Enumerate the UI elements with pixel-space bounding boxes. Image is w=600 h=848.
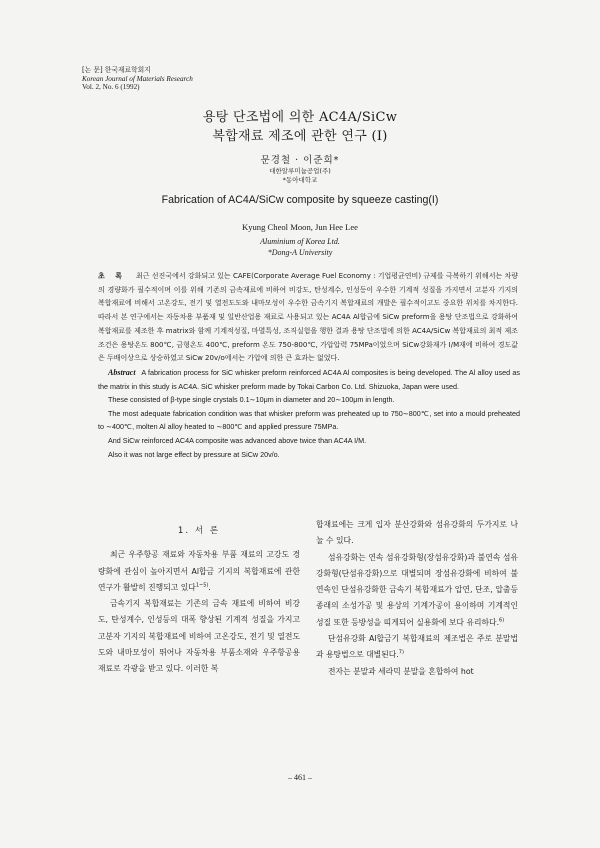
body-paragraph: 금속기지 복합재료는 기존의 금속 재료에 비하여 비강도, 탄성계수, 인성등의 대폭 향상된 기계적 성질을 가지고 고분자 기지의 복합재료에 비하여 고온강도, 전기 및 열전도도와 내마모성이 뛰어나 자동차용 부품소재와 우주항공용 재료로 각광을 받고 있다. 이러한 복 (98, 599, 300, 674)
page-number: – 461 – (288, 773, 312, 782)
journal-name-korean: [논 문] 한국재료학회지 (82, 66, 151, 74)
abstract-kr-text: 최근 선진국에서 강화되고 있는 CAFE(Corporate Average Fuel Economy : 기업평균연비) 규제를 극복하기 위해서는 차량의 경량화가 필수적이며 이를 위해 기존의 금속재료에 비하여 비강도, 탄성계수, 인성등이 우수한 기계적 성질을 가지면서 고분자 기지의 복합재료에 비해서 고온강도, 전기 및 열전도도와 내마모성이 우수한 금속기지 복합재료의 개발은 필수적이고도 중요한 위치를 차지한다. 따라서 본 연구에서는 자동차용 부품재 및 일반산업용 재료로 사용되고 있는 AC4A Al합금에 SiCw preform을 용탕 단조법으로 강화하여 복합재료를 제조한 후 matrix와 함께 기계적성질, 마멸특성, 조직실험을 행한 결과 용탕 단조법에 의한 AC4A/SiCw 복합재료의 최적 제조조건은 용탕온도 800℃, 금형온도 400℃, preform 온도 750-800℃, 가압압력 75MPa이었으며 SiCw강화재가 I/M재에 비하여 경도값은 두배이상으로 상승하였고 SiCw 20v/o에서는 가압에 의한 큰 효과는 없었다. (98, 272, 518, 363)
title-kr-line2: 복합재료 제조에 관한 연구 (I) (212, 129, 388, 144)
abstract-en-paragraph: These consisted of β-type single crystals 0.1∼10μm in diameter and 20∼100μm in length. (108, 395, 395, 405)
abstract-en-paragraph: Abstract A fabrication process for SiC whisker preform reinforced AC4A Al composites is being developed. The Al alloy used as the matrix in this study is AC4A. SiC whisker preform made by Tokai Carbon Co. Ltd. Shizuoka, Japan were used. (98, 368, 520, 391)
abstract-en-label: Abstract (108, 368, 136, 377)
affiliation-korean (0, 167, 600, 185)
abstract-en-paragraph: Also it was not large effect by pressure at SiCw 20v/o. (108, 449, 280, 459)
abstract-en-paragraph: The most adequate fabrication condition was that whisker preform was preheated up to 750∼800℃, set into a mould preheated to ∼400℃, molten Al alloy heated to ∼800℃ and applied pressure 75MPa. (98, 408, 520, 432)
section-title-introduction: 1. 서 론 (177, 526, 221, 536)
affiliation-kr-line1: 대한알루미늄공업(주) (269, 167, 331, 175)
reference-marker: 1~5) (195, 582, 209, 589)
authors-korean: 문경철 · 이준희* (260, 155, 340, 166)
body-paragraph: 섬유강화는 연속 섬유강화형(장섬유강화)과 불연속 섬유강화형(단섬유강화)으로 대별되며 장섬유강화에 비하여 불연속인 단섬유강화한 금속기 복합재료가 압연, 단조, 압출등 종래의 소성가공 및 용상의 기계가공이 용이하며 기계적인 성질 또한 등방성을 띠게되어 실용화에 보다 유리하다.$^{6)}$ (316, 552, 518, 627)
reference-marker: 6) (499, 617, 505, 624)
paper-title-korean (0, 108, 600, 146)
body-paragraph: 전자는 분말과 세라믹 분말을 혼합하여 hot (328, 666, 474, 676)
body-paragraph: 합재료에는 크게 입자 분산강화와 섬유강화의 두가지로 나눌 수 있다. (316, 520, 518, 546)
abstract-korean (98, 270, 518, 366)
body-column-right (316, 517, 518, 680)
abstract-en-paragraph: And SiCw reinforced AC4A composite was advanced above twice than AC4A I/M. (108, 435, 367, 445)
affiliation-kr-line2: *동아대학교 (282, 176, 318, 184)
affiliation-english (0, 236, 600, 258)
journal-name-english: Korean Journal of Materials Research (82, 74, 193, 83)
affiliation-en-line1: Aluminium of Korea Ltd. (260, 237, 340, 246)
journal-header (82, 66, 193, 92)
affiliation-en-line2: *Dong-A University (267, 248, 333, 257)
abstract-kr-label: 초 록 (98, 272, 126, 280)
abstract-english (98, 366, 520, 461)
body-paragraph: 최근 우주항공 재료와 자동차용 부품 재료의 고강도 경량화에 관심이 높아지면서 Al합금 기지의 복합재료에 관한 연구가 활발히 진행되고 있다$^{1\sim 5)}$. (98, 550, 300, 592)
body-column-left (98, 517, 300, 678)
reference-marker: 7) (398, 649, 404, 656)
authors-english: Kyung Cheol Moon, Jun Hee Lee (242, 222, 358, 232)
body-paragraph: 단섬유강화 Al합금기 복합재료의 제조법은 주로 분말법과 용탕법으로 대별된다.$^{7)}$ (316, 634, 518, 660)
journal-volume: Vol. 2, No. 6 (1992) (82, 83, 140, 92)
paper-title-english: Fabrication of AC4A/SiCw composite by squeeze casting(I) (161, 194, 439, 206)
title-kr-line1: 용탕 단조법에 의한 AC4A/SiCw (202, 110, 398, 125)
